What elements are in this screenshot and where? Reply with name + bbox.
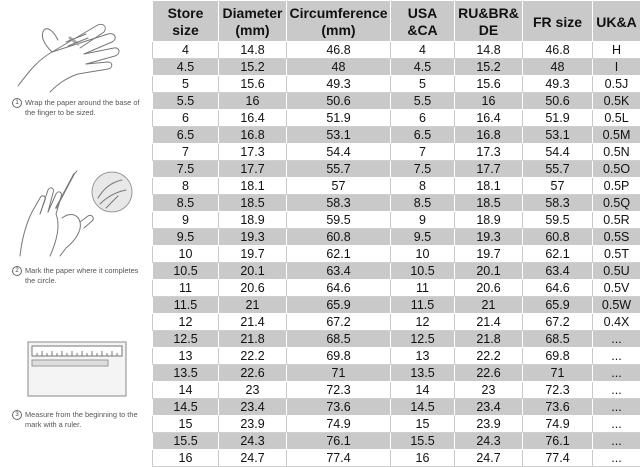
cell-circumference: 65.9 xyxy=(287,297,391,314)
header-usa-ca: USA &CA xyxy=(391,1,455,42)
cell-circumference: 62.1 xyxy=(287,246,391,263)
cell-uk-a: 0.5M xyxy=(593,127,640,144)
cell-circumference: 59.5 xyxy=(287,212,391,229)
cell-circumference: 72.3 xyxy=(287,382,391,399)
cell-usa-ca: 7.5 xyxy=(391,161,455,178)
cell-fr-size: 68.5 xyxy=(523,331,593,348)
cell-ru-br-de: 19.7 xyxy=(455,246,523,263)
cell-usa-ca: 13.5 xyxy=(391,365,455,382)
cell-fr-size: 72.3 xyxy=(523,382,593,399)
step-number-1: 1 xyxy=(12,98,22,108)
cell-fr-size: 62.1 xyxy=(523,246,593,263)
header-store-size: Store size xyxy=(153,1,219,42)
step-text-3: Measure from the beginning to the mark with a ruler. xyxy=(25,410,145,429)
cell-ru-br-de: 23.9 xyxy=(455,416,523,433)
table-row xyxy=(153,212,640,229)
instruction-step-1 xyxy=(12,98,152,117)
cell-uk-a: ... xyxy=(593,433,640,450)
cell-circumference: 50.6 xyxy=(287,93,391,110)
cell-usa-ca: 8.5 xyxy=(391,195,455,212)
table-row xyxy=(153,144,640,161)
cell-usa-ca: 5 xyxy=(391,76,455,93)
cell-fr-size: 60.8 xyxy=(523,229,593,246)
table-row xyxy=(153,229,640,246)
step-number-2: 2 xyxy=(12,266,22,276)
table-row xyxy=(153,399,640,416)
cell-usa-ca: 4 xyxy=(391,42,455,59)
cell-diameter: 23.4 xyxy=(219,399,287,416)
cell-fr-size: 65.9 xyxy=(523,297,593,314)
cell-store-size: 8.5 xyxy=(153,195,219,212)
cell-fr-size: 48 xyxy=(523,59,593,76)
cell-usa-ca: 16 xyxy=(391,450,455,467)
table-row xyxy=(153,297,640,314)
cell-uk-a: 0.5R xyxy=(593,212,640,229)
cell-circumference: 51.9 xyxy=(287,110,391,127)
cell-uk-a: 0.5P xyxy=(593,178,640,195)
cell-circumference: 60.8 xyxy=(287,229,391,246)
cell-uk-a: 0.5N xyxy=(593,144,640,161)
cell-diameter: 16.4 xyxy=(219,110,287,127)
table-row xyxy=(153,450,640,467)
cell-diameter: 20.1 xyxy=(219,263,287,280)
cell-ru-br-de: 23 xyxy=(455,382,523,399)
cell-uk-a: ... xyxy=(593,348,640,365)
cell-uk-a: 0.5V xyxy=(593,280,640,297)
table-row xyxy=(153,195,640,212)
cell-ru-br-de: 18.1 xyxy=(455,178,523,195)
cell-fr-size: 63.4 xyxy=(523,263,593,280)
cell-store-size: 4 xyxy=(153,42,219,59)
cell-circumference: 58.3 xyxy=(287,195,391,212)
cell-diameter: 15.2 xyxy=(219,59,287,76)
cell-fr-size: 77.4 xyxy=(523,450,593,467)
cell-ru-br-de: 21.4 xyxy=(455,314,523,331)
cell-diameter: 14.8 xyxy=(219,42,287,59)
cell-store-size: 6 xyxy=(153,110,219,127)
cell-diameter: 23.9 xyxy=(219,416,287,433)
cell-circumference: 49.3 xyxy=(287,76,391,93)
cell-store-size: 14.5 xyxy=(153,399,219,416)
cell-diameter: 17.3 xyxy=(219,144,287,161)
cell-circumference: 77.4 xyxy=(287,450,391,467)
cell-store-size: 11.5 xyxy=(153,297,219,314)
cell-diameter: 18.5 xyxy=(219,195,287,212)
cell-diameter: 19.3 xyxy=(219,229,287,246)
cell-uk-a: ... xyxy=(593,416,640,433)
cell-diameter: 20.6 xyxy=(219,280,287,297)
cell-fr-size: 59.5 xyxy=(523,212,593,229)
cell-usa-ca: 12.5 xyxy=(391,331,455,348)
cell-usa-ca: 9.5 xyxy=(391,229,455,246)
cell-diameter: 16.8 xyxy=(219,127,287,144)
table-row xyxy=(153,433,640,450)
instruction-step-2 xyxy=(12,266,152,285)
cell-diameter: 18.1 xyxy=(219,178,287,195)
table-header-row xyxy=(153,1,640,42)
cell-store-size: 4.5 xyxy=(153,59,219,76)
cell-ru-br-de: 21 xyxy=(455,297,523,314)
cell-circumference: 74.9 xyxy=(287,416,391,433)
cell-store-size: 13.5 xyxy=(153,365,219,382)
table-row xyxy=(153,331,640,348)
table-row xyxy=(153,365,640,382)
cell-ru-br-de: 22.2 xyxy=(455,348,523,365)
cell-diameter: 17.7 xyxy=(219,161,287,178)
cell-store-size: 15 xyxy=(153,416,219,433)
cell-uk-a: 0.5K xyxy=(593,93,640,110)
cell-ru-br-de: 22.6 xyxy=(455,365,523,382)
cell-uk-a: ... xyxy=(593,382,640,399)
cell-diameter: 24.7 xyxy=(219,450,287,467)
cell-ru-br-de: 15.2 xyxy=(455,59,523,76)
cell-fr-size: 55.7 xyxy=(523,161,593,178)
cell-store-size: 13 xyxy=(153,348,219,365)
ring-size-table xyxy=(152,0,640,467)
cell-diameter: 24.3 xyxy=(219,433,287,450)
cell-fr-size: 64.6 xyxy=(523,280,593,297)
cell-diameter: 22.2 xyxy=(219,348,287,365)
cell-diameter: 19.7 xyxy=(219,246,287,263)
cell-diameter: 22.6 xyxy=(219,365,287,382)
table-row xyxy=(153,93,640,110)
hand-mark-paper-icon xyxy=(0,168,150,260)
cell-fr-size: 51.9 xyxy=(523,110,593,127)
cell-uk-a: 0.5J xyxy=(593,76,640,93)
cell-uk-a: 0.5O xyxy=(593,161,640,178)
cell-circumference: 69.8 xyxy=(287,348,391,365)
cell-circumference: 48 xyxy=(287,59,391,76)
cell-ru-br-de: 16.4 xyxy=(455,110,523,127)
table-row xyxy=(153,280,640,297)
cell-diameter: 18.9 xyxy=(219,212,287,229)
cell-diameter: 21 xyxy=(219,297,287,314)
cell-diameter: 16 xyxy=(219,93,287,110)
table-row xyxy=(153,382,640,399)
cell-ru-br-de: 17.7 xyxy=(455,161,523,178)
cell-fr-size: 49.3 xyxy=(523,76,593,93)
cell-fr-size: 58.3 xyxy=(523,195,593,212)
cell-usa-ca: 12 xyxy=(391,314,455,331)
cell-store-size: 10.5 xyxy=(153,263,219,280)
cell-store-size: 5.5 xyxy=(153,93,219,110)
header-fr-size: FR size xyxy=(523,1,593,42)
cell-fr-size: 76.1 xyxy=(523,433,593,450)
instruction-panel xyxy=(0,0,152,448)
cell-circumference: 67.2 xyxy=(287,314,391,331)
cell-diameter: 23 xyxy=(219,382,287,399)
cell-ru-br-de: 15.6 xyxy=(455,76,523,93)
cell-store-size: 12 xyxy=(153,314,219,331)
cell-store-size: 6.5 xyxy=(153,127,219,144)
cell-uk-a: ... xyxy=(593,331,640,348)
cell-store-size: 8 xyxy=(153,178,219,195)
cell-store-size: 9 xyxy=(153,212,219,229)
cell-fr-size: 74.9 xyxy=(523,416,593,433)
cell-diameter: 21.4 xyxy=(219,314,287,331)
cell-uk-a: 0.4X xyxy=(593,314,640,331)
cell-uk-a: 0.5Q xyxy=(593,195,640,212)
cell-fr-size: 69.8 xyxy=(523,348,593,365)
cell-store-size: 10 xyxy=(153,246,219,263)
cell-circumference: 57 xyxy=(287,178,391,195)
cell-ru-br-de: 21.8 xyxy=(455,331,523,348)
header-circumference: Circumference (mm) xyxy=(287,1,391,42)
step-text-2: Mark the paper where it completes the circle. xyxy=(25,266,145,285)
cell-ru-br-de: 16.8 xyxy=(455,127,523,144)
cell-circumference: 63.4 xyxy=(287,263,391,280)
cell-ru-br-de: 18.9 xyxy=(455,212,523,229)
cell-usa-ca: 13 xyxy=(391,348,455,365)
table-row xyxy=(153,127,640,144)
cell-usa-ca: 6.5 xyxy=(391,127,455,144)
cell-circumference: 54.4 xyxy=(287,144,391,161)
cell-usa-ca: 11 xyxy=(391,280,455,297)
cell-store-size: 16 xyxy=(153,450,219,467)
cell-circumference: 53.1 xyxy=(287,127,391,144)
cell-diameter: 21.8 xyxy=(219,331,287,348)
step-number-3: 3 xyxy=(12,410,22,420)
cell-uk-a: ... xyxy=(593,450,640,467)
cell-diameter: 15.6 xyxy=(219,76,287,93)
cell-ru-br-de: 14.8 xyxy=(455,42,523,59)
cell-store-size: 11 xyxy=(153,280,219,297)
cell-store-size: 15.5 xyxy=(153,433,219,450)
cell-uk-a: I xyxy=(593,59,640,76)
cell-circumference: 46.8 xyxy=(287,42,391,59)
table-row xyxy=(153,314,640,331)
cell-usa-ca: 14.5 xyxy=(391,399,455,416)
cell-uk-a: 0.5U xyxy=(593,263,640,280)
cell-usa-ca: 15 xyxy=(391,416,455,433)
cell-usa-ca: 9 xyxy=(391,212,455,229)
cell-ru-br-de: 24.3 xyxy=(455,433,523,450)
cell-ru-br-de: 24.7 xyxy=(455,450,523,467)
table-row xyxy=(153,348,640,365)
cell-uk-a: 0.5S xyxy=(593,229,640,246)
cell-fr-size: 71 xyxy=(523,365,593,382)
cell-fr-size: 67.2 xyxy=(523,314,593,331)
table-row xyxy=(153,263,640,280)
cell-uk-a: 0.5T xyxy=(593,246,640,263)
cell-store-size: 9.5 xyxy=(153,229,219,246)
cell-fr-size: 57 xyxy=(523,178,593,195)
header-ru-br-de: RU&BR& DE xyxy=(455,1,523,42)
cell-circumference: 55.7 xyxy=(287,161,391,178)
cell-fr-size: 54.4 xyxy=(523,144,593,161)
cell-uk-a: ... xyxy=(593,399,640,416)
cell-circumference: 73.6 xyxy=(287,399,391,416)
cell-usa-ca: 11.5 xyxy=(391,297,455,314)
cell-usa-ca: 5.5 xyxy=(391,93,455,110)
table-row xyxy=(153,59,640,76)
cell-uk-a: ... xyxy=(593,365,640,382)
table-row xyxy=(153,76,640,93)
cell-fr-size: 50.6 xyxy=(523,93,593,110)
cell-store-size: 12.5 xyxy=(153,331,219,348)
cell-ru-br-de: 23.4 xyxy=(455,399,523,416)
cell-store-size: 7 xyxy=(153,144,219,161)
cell-store-size: 5 xyxy=(153,76,219,93)
table-row xyxy=(153,161,640,178)
cell-ru-br-de: 19.3 xyxy=(455,229,523,246)
table-body xyxy=(153,42,640,467)
cell-usa-ca: 6 xyxy=(391,110,455,127)
cell-circumference: 64.6 xyxy=(287,280,391,297)
cell-usa-ca: 15.5 xyxy=(391,433,455,450)
cell-store-size: 14 xyxy=(153,382,219,399)
header-diameter: Diameter (mm) xyxy=(219,1,287,42)
cell-uk-a: 0.5W xyxy=(593,297,640,314)
cell-usa-ca: 4.5 xyxy=(391,59,455,76)
cell-ru-br-de: 20.6 xyxy=(455,280,523,297)
cell-store-size: 7.5 xyxy=(153,161,219,178)
cell-ru-br-de: 17.3 xyxy=(455,144,523,161)
cell-usa-ca: 8 xyxy=(391,178,455,195)
hand-wrap-paper-icon xyxy=(0,4,150,94)
cell-ru-br-de: 16 xyxy=(455,93,523,110)
step-text-1: Wrap the paper around the base of the finger to be sized. xyxy=(25,98,145,117)
cell-uk-a: H xyxy=(593,42,640,59)
cell-usa-ca: 7 xyxy=(391,144,455,161)
table-row xyxy=(153,42,640,59)
table-row xyxy=(153,178,640,195)
header-uk-a: UK&A xyxy=(593,1,640,42)
cell-circumference: 76.1 xyxy=(287,433,391,450)
cell-ru-br-de: 18.5 xyxy=(455,195,523,212)
table-row xyxy=(153,246,640,263)
cell-fr-size: 53.1 xyxy=(523,127,593,144)
table-row xyxy=(153,416,640,433)
cell-fr-size: 46.8 xyxy=(523,42,593,59)
cell-ru-br-de: 20.1 xyxy=(455,263,523,280)
table-row xyxy=(153,110,640,127)
cell-fr-size: 73.6 xyxy=(523,399,593,416)
cell-circumference: 68.5 xyxy=(287,331,391,348)
instruction-step-3 xyxy=(12,410,152,429)
cell-usa-ca: 10 xyxy=(391,246,455,263)
cell-uk-a: 0.5L xyxy=(593,110,640,127)
cell-usa-ca: 14 xyxy=(391,382,455,399)
cell-circumference: 71 xyxy=(287,365,391,382)
cell-usa-ca: 10.5 xyxy=(391,263,455,280)
ruler-measure-icon xyxy=(0,336,150,402)
